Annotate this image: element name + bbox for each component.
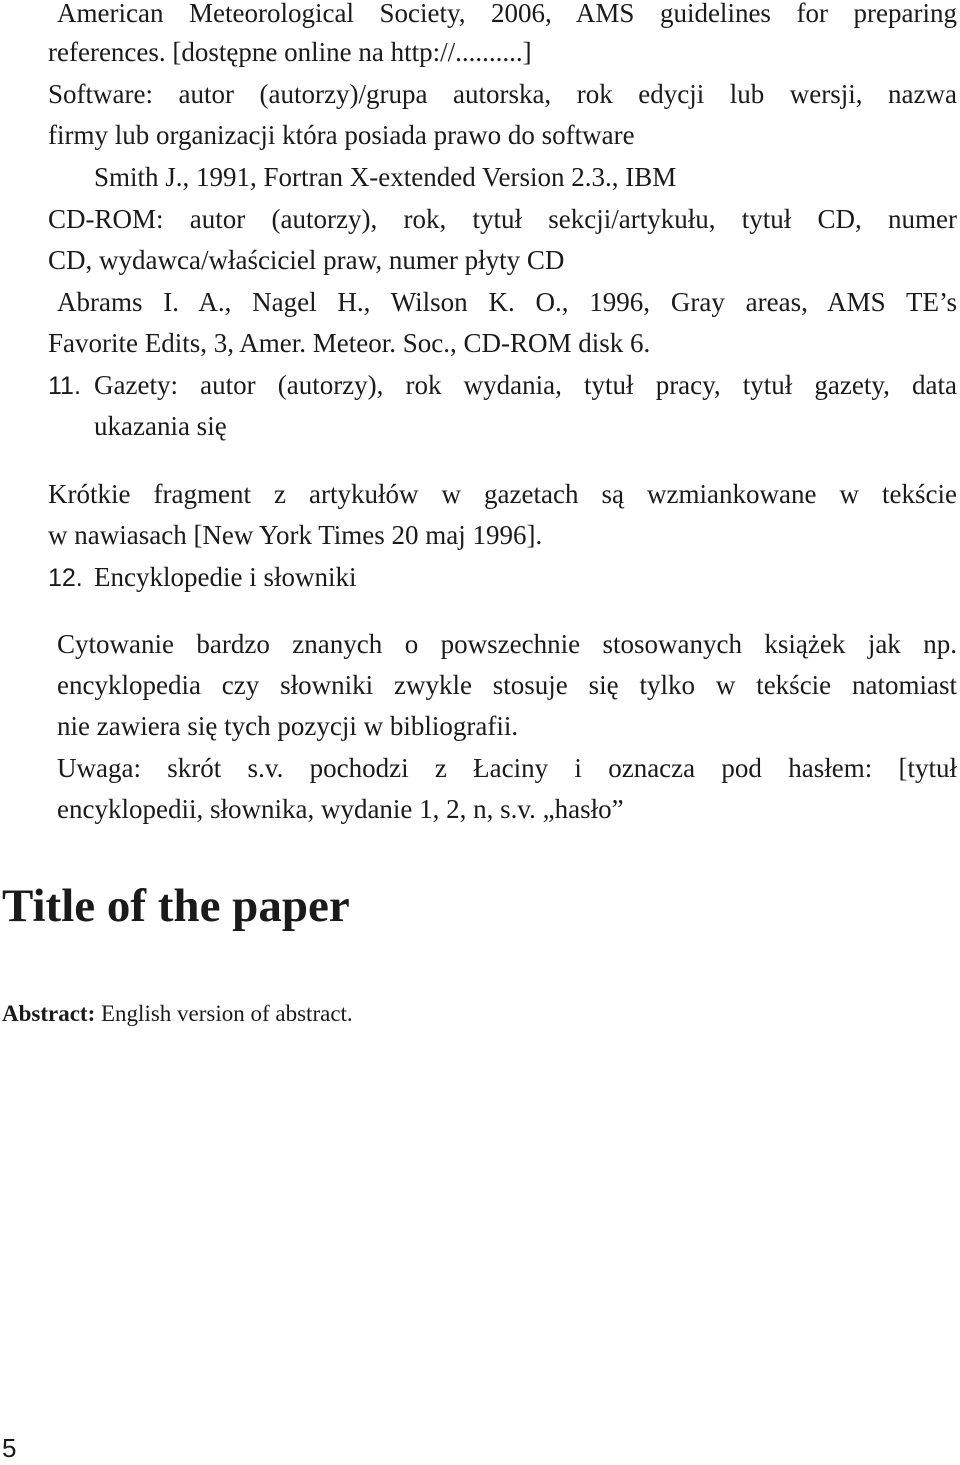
reference-line: American Meteorological Society, 2006, AMS guidelines for preparing xyxy=(57,0,957,28)
page-number: 5 xyxy=(2,1433,17,1463)
body-text-line: Krótkie fragment z artykułów w gazetach są wzmiankowane w tekście xyxy=(48,479,957,509)
body-text-line: Cytowanie bardzo znanych o powszechnie stosowanych książek jak np. xyxy=(57,629,957,659)
section-heading-line: ukazania się xyxy=(94,411,227,441)
abstract-text: English version of abstract. xyxy=(101,1001,353,1026)
body-text-line: encyklopedia czy słowniki zwykle stosuje się tylko w tekście natomiast xyxy=(57,670,957,700)
cdrom-example-line: Favorite Edits, 3, Amer. Meteor. Soc., CD-ROM disk 6. xyxy=(48,328,651,358)
software-rule-line: firmy lub organizacji która posiada prawo do software xyxy=(48,120,635,150)
body-text-line: nie zawiera się tych pozycji w bibliografii. xyxy=(57,711,519,741)
section-heading-line: Gazety: autor (autorzy), rok wydania, tytuł pracy, tytuł gazety, data xyxy=(94,370,957,400)
paper-title: Title of the paper xyxy=(2,880,350,932)
cdrom-example-line: Abrams I. A., Nagel H., Wilson K. O., 1996, Gray areas, AMS TE’s xyxy=(57,287,957,317)
note-line: Uwaga: skrót s.v. pochodzi z Łaciny i oznacza pod hasłem: [tytuł xyxy=(57,753,957,783)
abstract xyxy=(2,998,353,1030)
abstract-label: Abstract: xyxy=(2,1001,96,1026)
cdrom-rule-line: CD-ROM: autor (autorzy), rok, tytuł sekcji/artykułu, tytuł CD, numer xyxy=(48,204,957,234)
body-text-line: w nawiasach [New York Times 20 maj 1996]. xyxy=(48,520,543,550)
section-heading: Encyklopedie i słowniki xyxy=(94,562,357,592)
software-rule-line: Software: autor (autorzy)/grupa autorska, rok edycji lub wersji, nazwa xyxy=(48,79,957,109)
note-line: encyklopedii, słownika, wydanie 1, 2, n, s.v. „hasło” xyxy=(57,794,624,824)
section-number: 12. xyxy=(48,564,83,592)
software-example-line: Smith J., 1991, Fortran X-extended Version 2.3., IBM xyxy=(94,162,677,192)
reference-line: references. [dostępne online na http://..........] xyxy=(48,37,532,67)
cdrom-rule-line: CD, wydawca/właściciel praw, numer płyty CD xyxy=(48,245,565,275)
section-number: 11. xyxy=(48,372,81,400)
